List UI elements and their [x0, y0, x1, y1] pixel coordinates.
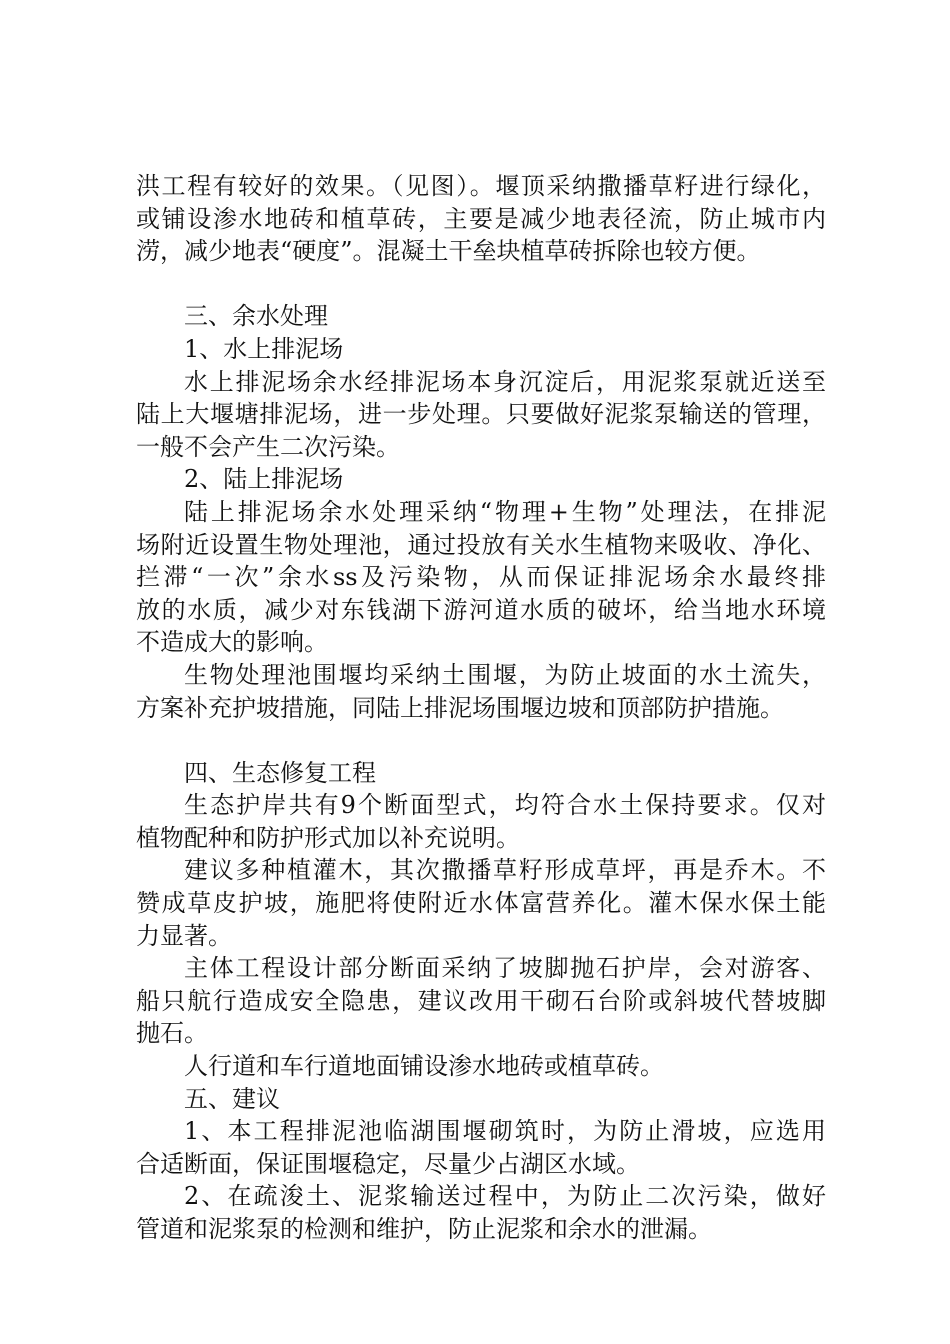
text-line: 四、生态修复工程 [184, 758, 376, 787]
text-line: 抛石。 [136, 1019, 208, 1048]
text-line: 1、本工程排泥池临湖围堰砌筑时，为防止滑坡，应选用 [184, 1117, 826, 1146]
text-line: 一般不会产生二次污染。 [136, 432, 400, 461]
text-line: 方案补充护坡措施，同陆上排泥场围堰边坡和顶部防护措施。 [136, 693, 784, 722]
text-line: 赞成草皮护坡，施肥将使附近水体富营养化。灌木保水保土能 [136, 889, 826, 918]
text-line: 五、建议 [184, 1084, 280, 1113]
text-line: 不造成大的影响。 [136, 628, 328, 657]
document-body [136, 170, 826, 1246]
blank-line [136, 268, 826, 301]
text-line: 放的水质，减少对东钱湖下游河道水质的破坏，给当地水环境 [136, 595, 826, 624]
text-line: 涝，减少地表“硬度”。混凝土干垒块植草砖拆除也较方便。 [136, 237, 761, 266]
text-line: 船只航行造成安全隐患，建议改用干砌石台阶或斜坡代替坡脚 [136, 986, 826, 1015]
text-line: 或铺设渗水地砖和植草砖，主要是减少地表径流，防止城市内 [136, 204, 826, 233]
text-line: 水上排泥场余水经排泥场本身沉淀后，用泥浆泵就近送至 [184, 367, 826, 396]
text-line: 管道和泥浆泵的检测和维护，防止泥浆和余水的泄漏。 [136, 1215, 712, 1243]
text-line: 洪工程有较好的效果。（见图）。堰顶采纳撒播草籽进行绿化， [136, 172, 826, 200]
text-line: 力显著。 [136, 921, 232, 950]
text-line: 陆上大堰塘排泥场，进一步处理。只要做好泥浆泵输送的管理， [136, 400, 826, 429]
text-line: 陆上排泥场余水处理采纳“物理+生物”处理法，在排泥 [184, 497, 826, 526]
text-line: 2、在疏浚土、泥浆输送过程中，为防止二次污染，做好 [184, 1182, 826, 1211]
text-line: 拦滞“一次”余水ss及污染物，从而保证排泥场余水最终排 [136, 563, 826, 592]
text-line: 1、水上排泥场 [184, 334, 344, 363]
text-line: 建议多种植灌木，其次撒播草籽形成草坪，再是乔木。不 [184, 856, 826, 885]
text-line: 合适断面，保证围堰稳定，尽量少占湖区水域。 [136, 1149, 640, 1178]
text-line: 生态护岸共有9个断面型式，均符合水土保持要求。仅对 [184, 791, 826, 820]
text-line: 植物配种和防护形式加以补充说明。 [136, 823, 520, 852]
text-line: 主体工程设计部分断面采纳了坡脚抛石护岸，会对游客、 [184, 954, 826, 983]
text-line: 人行道和车行道地面铺设渗水地砖或植草砖。 [184, 1052, 664, 1081]
text-line: 三、余水处理 [184, 302, 328, 331]
text-line: 生物处理池围堰均采纳土围堰，为防止坡面的水土流失， [184, 660, 826, 689]
text-line: 场附近设置生物处理池，通过投放有关水生植物来吸收、净化、 [136, 530, 826, 559]
text-line: 2、陆上排泥场 [184, 465, 344, 494]
blank-line [136, 724, 826, 757]
